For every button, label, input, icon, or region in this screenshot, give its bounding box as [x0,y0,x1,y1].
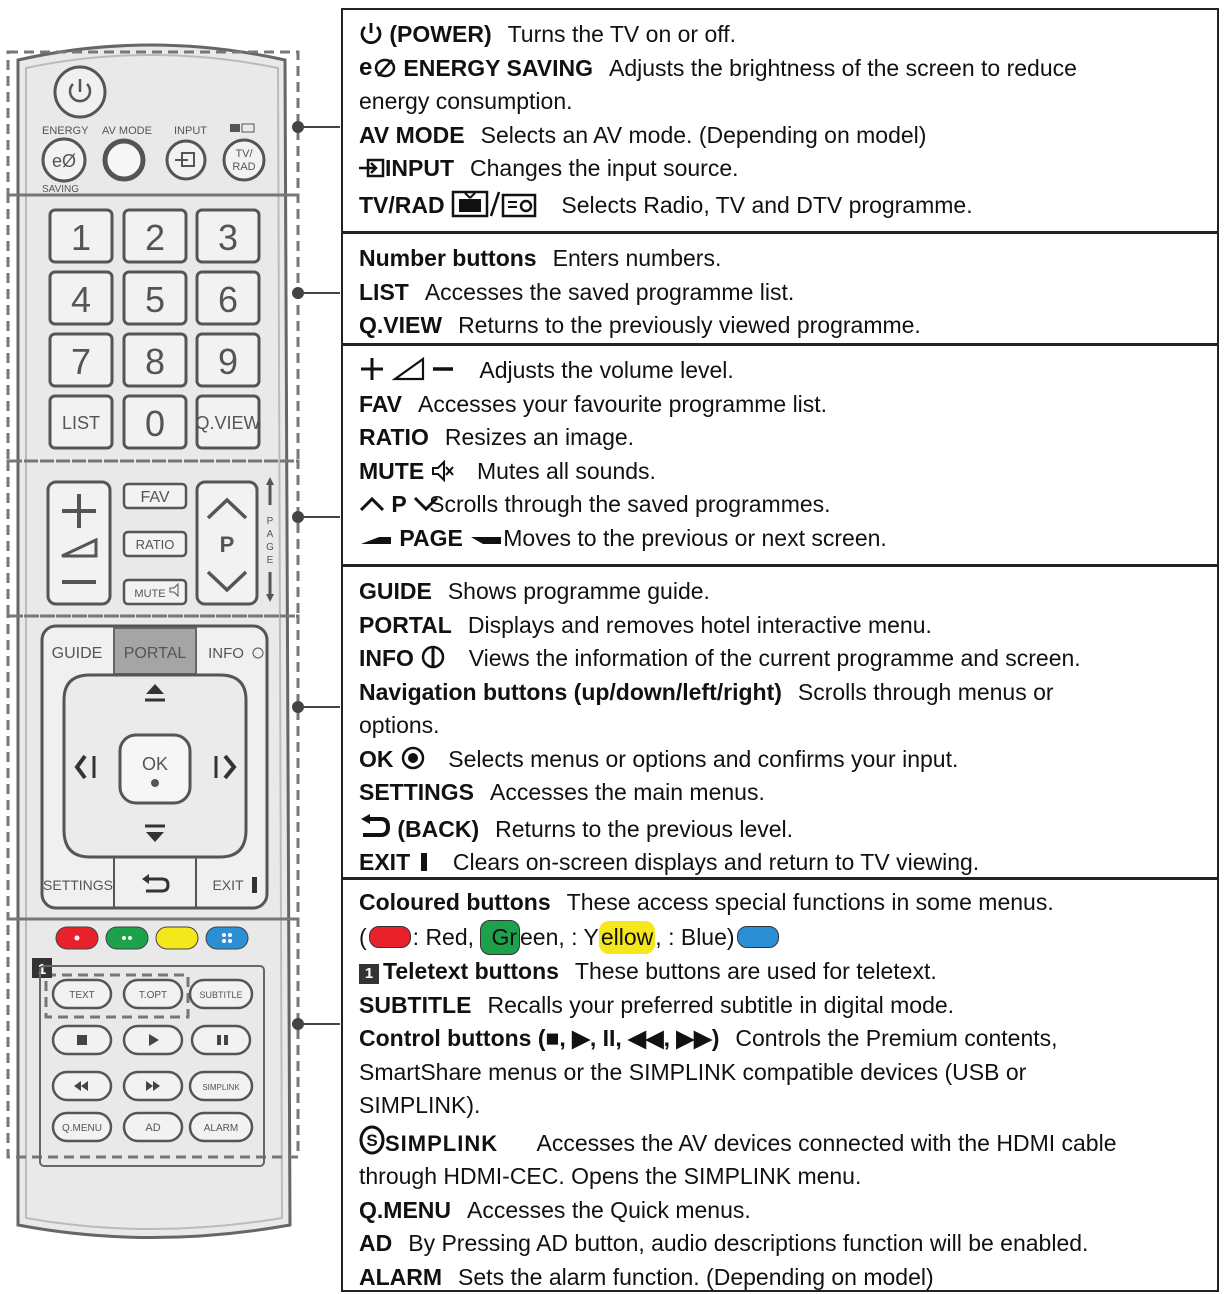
yellow-legend-a: : Y [571,924,599,950]
control-desc: Controls the Premium contents, [735,1025,1057,1051]
page-key: PAGE [399,525,462,551]
colour-legend-open: ( [359,924,367,950]
page-line [359,522,1217,556]
list-desc: Accesses the saved programme list. [425,279,794,305]
tv-rad-button[interactable] [224,140,264,180]
svg-text:S: S [366,1131,377,1150]
green-pill [480,920,520,956]
power-desc: Turns the TV on or off. [508,21,736,47]
svg-text:1: 1 [38,961,46,978]
number-pad-key-label: 2 [145,217,165,258]
svg-text:E: E [267,555,274,566]
ok-button[interactable] [120,735,190,803]
qmenu-desc: Accesses the Quick menus. [467,1197,751,1223]
portal-key: PORTAL [359,612,452,638]
chevron-up-icon [359,496,385,512]
saving-label: SAVING [42,184,79,195]
text-button-label: TEXT [69,990,95,1001]
number-pad-key[interactable] [124,334,186,386]
yellow-legend-b: ellow [601,924,653,950]
ad-button[interactable] [124,1113,182,1141]
simplink-line-2 [359,1160,1217,1194]
number-pad-key[interactable] [50,272,112,324]
mute-key: MUTE [359,458,424,484]
subtitle-line [359,989,1217,1023]
number-pad-key-label: 4 [71,279,91,320]
svg-text:OK: OK [142,754,168,774]
colour-legend-line [359,920,1217,956]
alarm-button[interactable] [190,1113,252,1141]
alarm-line [359,1261,1217,1294]
connector-lines [293,122,340,1029]
av-mode-button[interactable] [105,141,143,179]
alarm-button-label: ALARM [204,1123,238,1134]
play-button[interactable] [124,1026,182,1054]
input-label: INPUT [174,125,207,137]
navigation-line-2 [359,709,1217,743]
settings-line [359,776,1217,810]
back-icon [359,814,391,840]
exit-line [359,846,1217,880]
teletext-number: 1 [359,964,379,984]
back-desc: Returns to the previous level. [495,816,793,842]
info-icon [420,645,446,669]
portal-line [359,609,1217,643]
settings-key: SETTINGS [359,779,474,805]
svg-text:FAV: FAV [140,489,169,506]
ratio-line [359,421,1217,455]
number-pad-key-label: 3 [218,217,238,258]
red-legend: : Red, [413,924,481,950]
info-key: INFO [359,645,414,671]
coloured-buttons-key: Coloured buttons [359,889,551,915]
power-icon [359,21,383,45]
alarm-key: ALARM [359,1264,442,1290]
svg-text:P: P [267,516,274,527]
qview-desc: Returns to the previously viewed programme. [458,312,921,338]
coloured-buttons-line [359,886,1217,920]
topt-button-label: T.OPT [139,990,167,1001]
red-button[interactable] [56,927,98,949]
energy-line-2 [359,85,1217,119]
list-line [359,276,1217,310]
guide-line [359,575,1217,609]
number-buttons-line [359,242,1217,276]
volume-rocker[interactable] [48,482,110,604]
control-line-3 [359,1089,1217,1123]
number-pad-key-label: LIST [62,413,100,433]
mute-icon [431,460,455,482]
qview-line [359,309,1217,343]
tv-rad-desc: Selects Radio, TV and DTV programme. [561,192,972,218]
power-button[interactable] [55,67,105,117]
portal-desc: Displays and removes hotel interactive menu. [468,612,932,638]
list-key: LIST [359,279,409,305]
svg-text:e: e [359,56,372,78]
programme-desc: Scrolls through the saved programmes. [429,491,830,517]
av-mode-line [359,119,1217,153]
simplink-desc: Accesses the AV devices connected with the HDMI cable [537,1130,1117,1156]
mute-desc: Mutes all sounds. [477,458,656,484]
number-pad-key[interactable] [197,272,259,324]
yellow-legend-c: , [655,924,668,950]
subtitle-desc: Recalls your preferred subtitle in digital mode. [487,992,954,1018]
ad-desc: By Pressing AD button, audio descriptions function will be enabled. [408,1230,1088,1256]
energy-desc: Adjusts the brightness of the screen to reduce [609,55,1077,81]
teletext-marker [32,958,52,978]
number-pad-key[interactable] [50,396,112,448]
svg-text:RATIO: RATIO [136,537,175,552]
yellow-button[interactable] [156,927,198,949]
svg-text:MUTE: MUTE [134,588,165,600]
settings-desc: Accesses the main menus. [490,779,765,805]
navigation-desc: Scrolls through menus or [798,679,1054,705]
fav-button[interactable] [124,484,186,508]
power-line [359,18,1217,52]
ok-desc: Selects menus or options and confirms your input. [448,746,958,772]
simplink-line [359,1125,1217,1161]
volume-line [359,354,1217,388]
tv-rad-line [359,189,1217,223]
svg-text:GUIDE: GUIDE [52,645,103,662]
number-pad-key[interactable] [50,210,112,262]
blue-button[interactable] [206,927,248,949]
ratio-desc: Resizes an image. [445,424,634,450]
control-desc-2: SmartShare menus or the SIMPLINK compatible devices (USB or [359,1059,1026,1085]
page-down-icon [469,534,503,546]
simplink-button-label: SIMPLINK [202,1083,240,1092]
qmenu-button-label: Q.MENU [62,1123,102,1134]
input-line [359,152,1217,186]
exit-key: EXIT [359,849,410,875]
number-pad-key[interactable] [197,210,259,262]
pause-button[interactable] [192,1026,250,1054]
number-pad-key[interactable] [195,396,260,448]
guide-key: GUIDE [359,578,432,604]
number-pad-key[interactable] [124,396,186,448]
remote-control-illustration [0,0,340,1292]
portal-button[interactable] [114,628,196,674]
fast-forward-button[interactable] [124,1072,182,1100]
red-pill-icon [369,926,411,948]
fav-line [359,388,1217,422]
ok-icon [400,746,426,770]
coloured-buttons-desc: These access special functions in some menus. [567,889,1054,915]
mute-button[interactable] [124,580,186,604]
exit-icon [417,851,431,873]
number-pad-key-label: 7 [71,341,91,382]
info-line [359,642,1217,676]
page-desc: Moves to the previous or next screen. [503,525,887,551]
svg-text:SETTINGS: SETTINGS [43,877,113,893]
teletext-desc: These buttons are used for teletext. [575,958,937,984]
control-key: Control buttons (■, ▶, II, ◀◀, ▶▶) [359,1025,719,1051]
programme-line [359,488,1217,522]
subtitle-button-label: SUBTITLE [199,990,242,1000]
svg-text:EXIT: EXIT [212,877,244,893]
av-mode-label: AV MODE [102,125,152,137]
numbers-section-box [341,232,1219,345]
guide-button[interactable] [52,645,103,662]
tv-radio-icon [451,190,539,218]
simplink-button[interactable] [190,1072,252,1100]
svg-text:INFO: INFO [208,645,244,662]
navigation-line [359,676,1217,710]
ad-line [359,1227,1217,1261]
stop-button[interactable] [53,1026,111,1054]
simplink-logo: SIMPLINK [385,1131,498,1156]
mute-line [359,455,1217,489]
settings-button[interactable] [43,877,113,893]
energy-saving-button[interactable] [43,139,85,181]
number-pad-key[interactable] [197,334,259,386]
info-desc: Views the information of the current programme and screen. [469,645,1081,671]
av-mode-desc: Selects an AV mode. (Depending on model) [481,122,927,148]
svg-text:G: G [266,542,274,553]
control-line [359,1022,1217,1056]
volume-section-box [341,344,1219,566]
blue-pill-icon [737,926,779,948]
qmenu-line [359,1194,1217,1228]
number-pad-key-label: 9 [218,341,238,382]
green-button[interactable] [106,927,148,949]
navigation-key: Navigation buttons (up/down/left/right) [359,679,782,705]
page-up-icon [359,534,393,546]
green-legend-b: een, [520,924,571,950]
input-icon [359,158,385,178]
svg-text:A: A [267,529,274,540]
energy-label: ENERGY [42,125,89,137]
number-pad-key-label: 8 [145,341,165,382]
number-pad-key-label: 1 [71,217,91,258]
input-button[interactable] [167,141,205,179]
programme-key: P [391,491,406,517]
svg-text:eØ: eØ [52,151,76,171]
number-pad-key-label: Q.VIEW [195,413,260,433]
subtitle-button[interactable] [190,980,252,1008]
simplink-icon [359,1125,385,1155]
ok-key: OK [359,746,394,772]
rewind-button[interactable] [53,1072,111,1100]
ad-key: AD [359,1230,392,1256]
ok-line [359,743,1217,777]
number-pad-key-label: 5 [145,279,165,320]
topt-button[interactable] [124,980,182,1008]
svg-text:PORTAL: PORTAL [124,645,187,662]
subtitle-key: SUBTITLE [359,992,471,1018]
qview-key: Q.VIEW [359,312,442,338]
number-pad-key-label: 6 [218,279,238,320]
qmenu-key: Q.MENU [359,1197,451,1223]
green-legend-a: Gr [491,924,517,950]
number-pad-key[interactable] [124,272,186,324]
volume-icon [359,357,457,381]
number-buttons-desc: Enters numbers. [553,245,722,271]
qmenu-button[interactable] [53,1113,111,1141]
svg-text:P: P [220,532,235,557]
power-key: (POWER) [389,21,491,47]
fav-desc: Accesses your favourite programme list. [418,391,827,417]
exit-desc: Clears on-screen displays and return to TV viewing. [453,849,979,875]
navigation-section-box [341,565,1219,879]
energy-line [359,52,1217,86]
back-line [359,813,1217,847]
fav-key: FAV [359,391,402,417]
colour-section-box [341,878,1219,1292]
number-pad-key[interactable] [50,334,112,386]
ad-button-label: AD [145,1122,160,1134]
text-button[interactable] [53,980,111,1008]
ratio-button[interactable] [124,532,186,556]
av-mode-key: AV MODE [359,122,465,148]
energy-desc-2: energy consumption. [359,88,573,114]
blue-legend: : Blue) [668,924,734,950]
input-desc: Changes the input source. [470,155,739,181]
number-pad-key-label: 0 [145,403,165,444]
number-buttons-key: Number buttons [359,245,537,271]
tv-rad-key: TV/RAD [359,192,445,218]
control-desc-3: SIMPLINK). [359,1092,480,1118]
number-pad-key[interactable] [124,210,186,262]
teletext-key: Teletext buttons [383,958,559,984]
svg-text:RAD: RAD [232,161,255,173]
control-line-2 [359,1056,1217,1090]
svg-text:TV/: TV/ [235,148,253,160]
yellow-pill [599,921,655,955]
energy-key: ENERGY SAVING [403,55,593,81]
navigation-desc-2: options. [359,712,440,738]
guide-desc: Shows programme guide. [448,578,710,604]
teletext-line [359,955,1217,989]
back-key: (BACK) [397,816,479,842]
ratio-key: RATIO [359,424,429,450]
alarm-desc: Sets the alarm function. (Depending on model) [458,1264,934,1290]
energy-saving-icon [359,56,397,78]
input-key: INPUT [385,155,454,181]
simplink-desc-2: through HDMI-CEC. Opens the SIMPLINK menu. [359,1163,861,1189]
power-section-box [341,8,1219,233]
volume-desc: Adjusts the volume level. [479,357,733,383]
programme-rocker[interactable] [197,482,257,604]
